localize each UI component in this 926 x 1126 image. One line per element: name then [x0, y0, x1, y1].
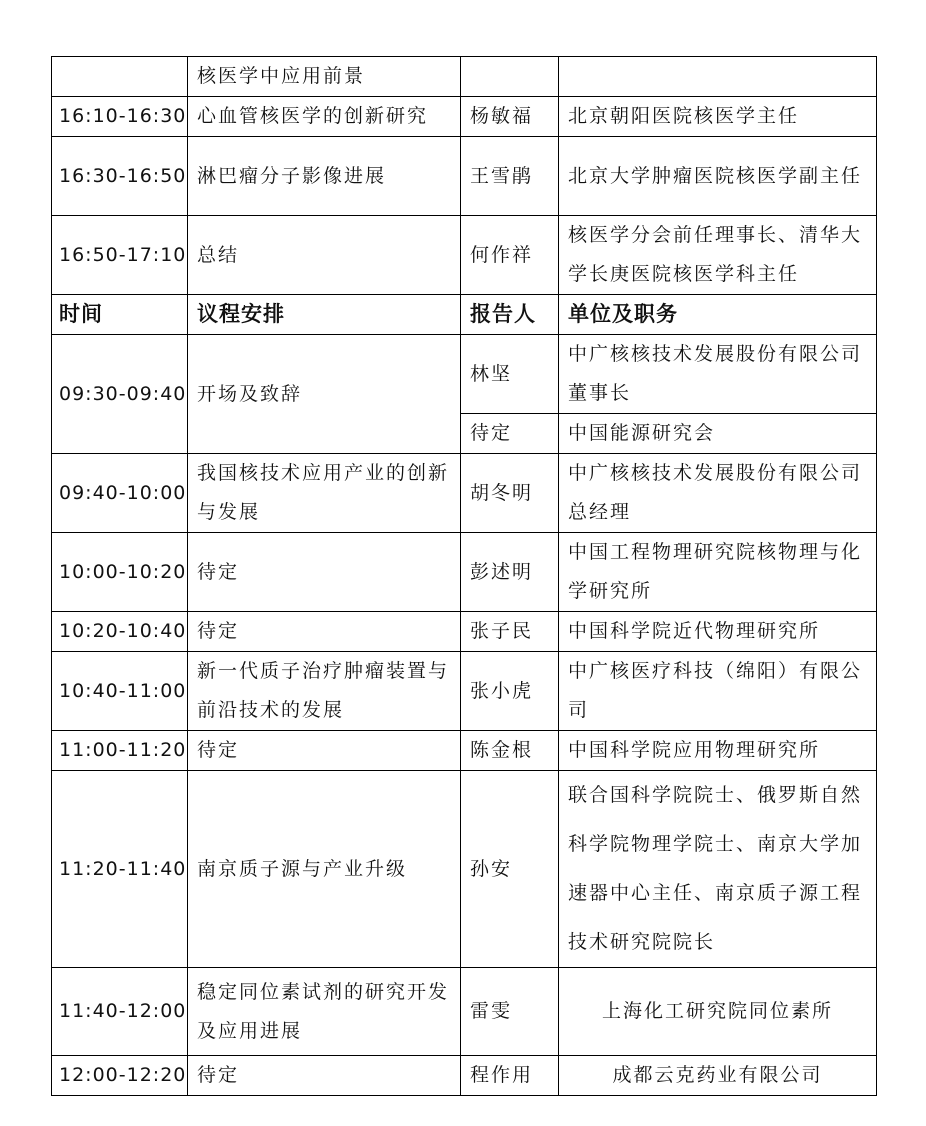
speaker-cell: 孙安: [461, 771, 559, 968]
unit-cell: 上海化工研究院同位素所: [559, 968, 877, 1056]
time-cell: 11:20-11:40: [52, 771, 188, 968]
header-agenda: 议程安排: [188, 295, 461, 335]
unit-cell: 中国能源研究会: [559, 414, 877, 454]
unit-cell: 联合国科学院院士、俄罗斯自然科学院物理学院士、南京大学加速器中心主任、南京质子源工程技术研究院院长: [559, 771, 877, 968]
unit-cell: 核医学分会前任理事长、清华大学长庚医院核医学科主任: [559, 216, 877, 295]
header-time: 时间: [52, 295, 188, 335]
agenda-cell: 南京质子源与产业升级: [188, 771, 461, 968]
unit-cell: 中国科学院应用物理研究所: [559, 731, 877, 771]
table-row: [52, 57, 877, 97]
agenda-cell: 开场及致辞: [188, 335, 461, 454]
unit-cell: 中广核核技术发展股份有限公司董事长: [559, 335, 877, 414]
speaker-cell: 彭述明: [461, 533, 559, 612]
header-unit: 单位及职务: [559, 295, 877, 335]
speaker-cell: 程作用: [461, 1056, 559, 1096]
agenda-cell: 待定: [188, 731, 461, 771]
agenda-cell: 待定: [188, 612, 461, 652]
agenda-cell: 稳定同位素试剂的研究开发及应用进展: [188, 968, 461, 1056]
speaker-cell: 杨敏福: [461, 97, 559, 137]
time-cell: [52, 57, 188, 97]
unit-cell: 中国工程物理研究院核物理与化学研究所: [559, 533, 877, 612]
time-cell: 09:30-09:40: [52, 335, 188, 454]
agenda-cell: 新一代质子治疗肿瘤装置与前沿技术的发展: [188, 652, 461, 731]
time-cell: 10:20-10:40: [52, 612, 188, 652]
table-row: [52, 454, 877, 533]
unit-cell: 成都云克药业有限公司: [559, 1056, 877, 1096]
agenda-cell: 心血管核医学的创新研究: [188, 97, 461, 137]
time-cell: 16:10-16:30: [52, 97, 188, 137]
agenda-cell: 待定: [188, 533, 461, 612]
agenda-cell: 我国核技术应用产业的创新与发展: [188, 454, 461, 533]
table-row: [52, 97, 877, 137]
speaker-cell: 雷雯: [461, 968, 559, 1056]
unit-cell: 中广核医疗科技（绵阳）有限公司: [559, 652, 877, 731]
unit-cell: 北京朝阳医院核医学主任: [559, 97, 877, 137]
table-row: [52, 652, 877, 731]
unit-cell: 北京大学肿瘤医院核医学副主任: [559, 137, 877, 216]
speaker-cell: 张子民: [461, 612, 559, 652]
table-row: [52, 612, 877, 652]
unit-cell: 中国科学院近代物理研究所: [559, 612, 877, 652]
table-row: [52, 137, 877, 216]
table-row: [52, 731, 877, 771]
time-cell: 10:00-10:20: [52, 533, 188, 612]
table-row: [52, 533, 877, 612]
time-cell: 09:40-10:00: [52, 454, 188, 533]
unit-cell: 中广核核技术发展股份有限公司总经理: [559, 454, 877, 533]
agenda-cell: 核医学中应用前景: [188, 57, 461, 97]
speaker-cell: 林坚: [461, 335, 559, 414]
time-cell: 16:50-17:10: [52, 216, 188, 295]
speaker-cell: 王雪鹃: [461, 137, 559, 216]
unit-cell: [559, 57, 877, 97]
time-cell: 10:40-11:00: [52, 652, 188, 731]
table-row: [52, 1056, 877, 1096]
speaker-cell: [461, 57, 559, 97]
table-header-row: [52, 295, 877, 335]
agenda-cell: 总结: [188, 216, 461, 295]
table-row: [52, 216, 877, 295]
time-cell: 11:00-11:20: [52, 731, 188, 771]
time-cell: 16:30-16:50: [52, 137, 188, 216]
speaker-cell: 何作祥: [461, 216, 559, 295]
speaker-cell: 张小虎: [461, 652, 559, 731]
table-row: [52, 771, 877, 968]
time-cell: 12:00-12:20: [52, 1056, 188, 1096]
speaker-cell: 待定: [461, 414, 559, 454]
time-cell: 11:40-12:00: [52, 968, 188, 1056]
table-row: [52, 335, 877, 414]
agenda-cell: 淋巴瘤分子影像进展: [188, 137, 461, 216]
speaker-cell: 胡冬明: [461, 454, 559, 533]
speaker-cell: 陈金根: [461, 731, 559, 771]
agenda-table: [51, 56, 877, 1096]
table-row: [52, 968, 877, 1056]
header-speaker: 报告人: [461, 295, 559, 335]
agenda-cell: 待定: [188, 1056, 461, 1096]
